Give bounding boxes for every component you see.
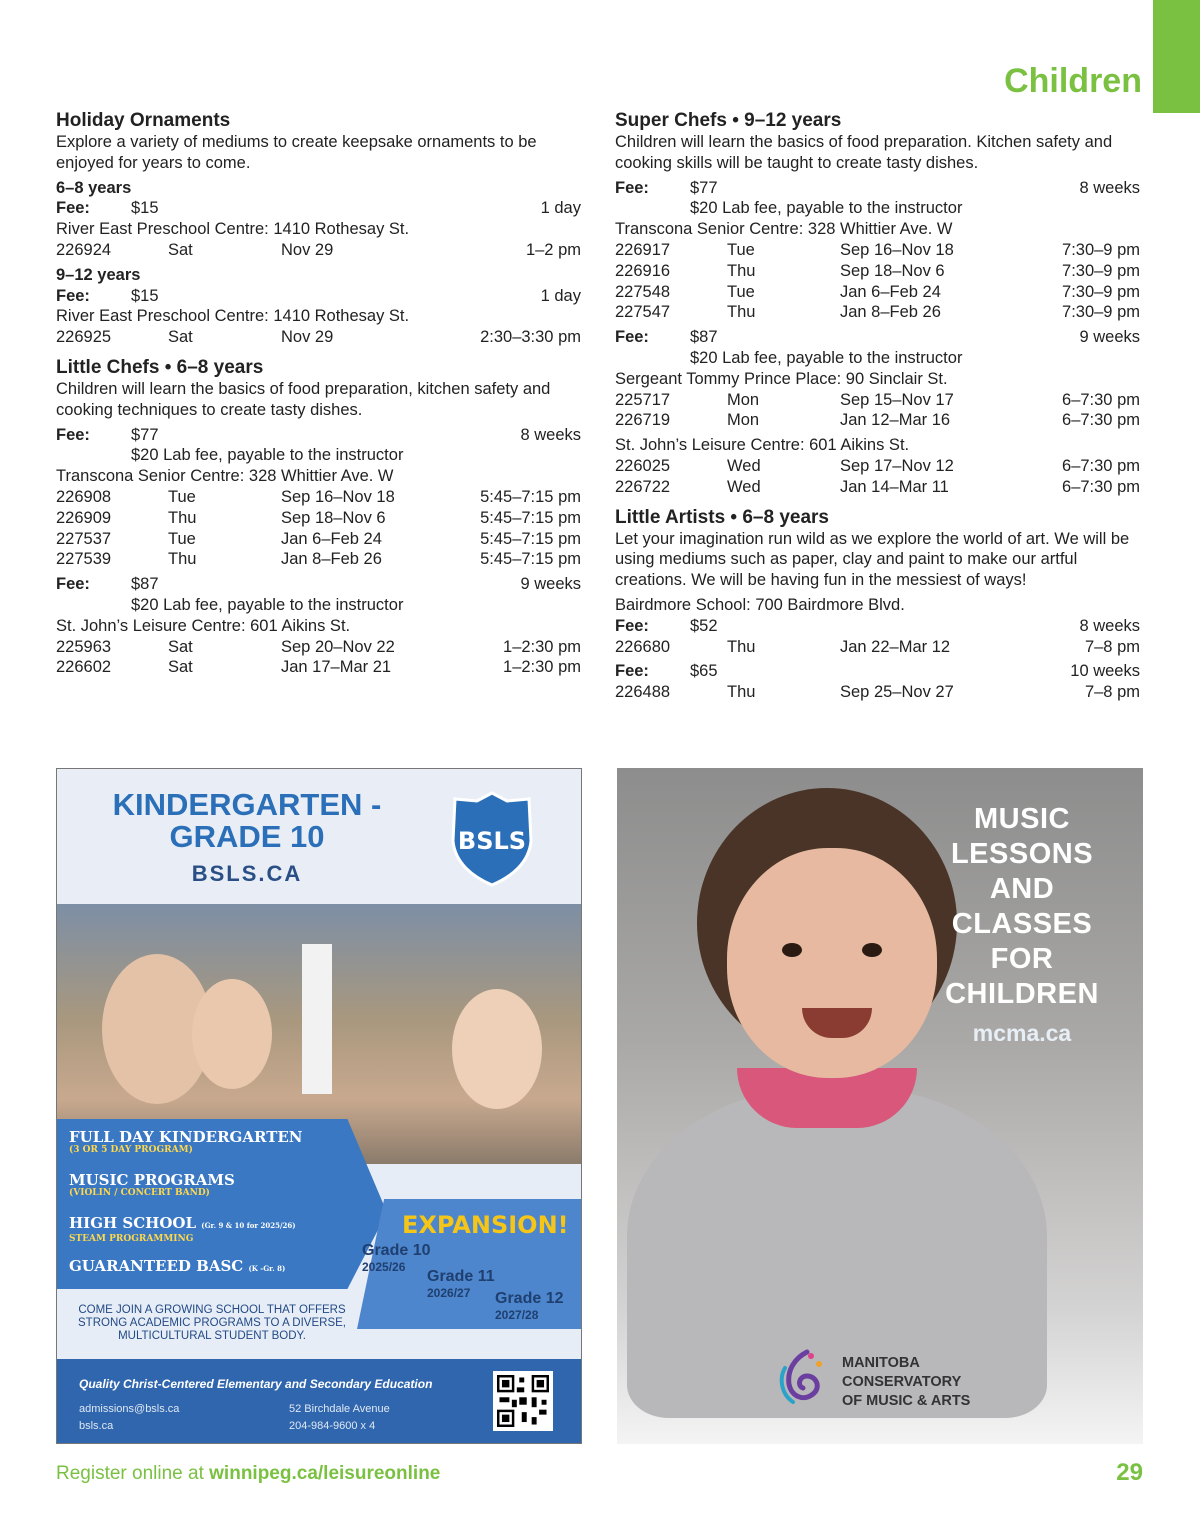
- session-day: Wed: [727, 456, 761, 475]
- course-code: 227537: [56, 529, 112, 548]
- program-item: [69, 1215, 296, 1245]
- session-time: 5:45–7:15 pm: [480, 487, 581, 506]
- session-row: [56, 240, 581, 261]
- course-code: 226719: [615, 411, 671, 430]
- session-day: Mon: [727, 390, 760, 409]
- duration: 9 weeks: [1079, 328, 1140, 347]
- session-dates: Jan 22–Mar 12: [840, 637, 951, 656]
- duration: 1 day: [540, 286, 581, 305]
- ad-email[interactable]: admissions@bsls.ca: [79, 1403, 180, 1415]
- page-number: 29: [1116, 1459, 1143, 1486]
- grade-name: Grade 11: [427, 1268, 495, 1285]
- session-day: Sat: [168, 637, 193, 656]
- program-title: Super Chefs • 9–12 years: [615, 110, 842, 131]
- program-super-chefs: [615, 110, 1140, 498]
- session-day: Mon: [727, 411, 760, 430]
- session-time: 7:30–9 pm: [1062, 303, 1140, 322]
- session-day: Tue: [727, 240, 755, 259]
- fee-row: [56, 425, 581, 446]
- bsls-logo-icon: [449, 791, 535, 887]
- session-time: 7:30–9 pm: [1062, 261, 1140, 280]
- mcma-advertisement[interactable]: [617, 768, 1143, 1444]
- mcma-org-line: MANITOBA: [842, 1355, 920, 1371]
- duration: 8 weeks: [520, 425, 581, 444]
- location: Transcona Senior Centre: 328 Whittier Ave. W: [56, 467, 394, 486]
- program-item-title: HIGH SCHOOL: [69, 1214, 197, 1232]
- register-footer: [56, 1463, 440, 1485]
- ad-quality-line: Quality Christ-Centered Elementary and Secondary Education: [79, 1377, 433, 1391]
- fee-label: Fee:: [615, 662, 649, 681]
- section-tab: [1153, 0, 1200, 113]
- lab-fee: $20 Lab fee, payable to the instructor: [690, 199, 963, 218]
- program-description: Children will learn the basics of food preparation, kitchen safety and cooking techniques to create tasty dishes.: [56, 379, 551, 419]
- location: Sergeant Tommy Prince Place: 90 Sinclair St.: [615, 369, 948, 388]
- ad-phone: 204-984-9600 x 4: [289, 1420, 376, 1432]
- session-time: 2:30–3:30 pm: [480, 328, 581, 347]
- program-title: Little Chefs • 6–8 years: [56, 356, 264, 378]
- mcma-logo-icon: [777, 1348, 827, 1408]
- session-dates: Sep 15–Nov 17: [840, 390, 954, 409]
- session-time: 6–7:30 pm: [1062, 456, 1140, 475]
- session-time: 7–8 pm: [1084, 637, 1140, 656]
- session-row: [615, 682, 1140, 703]
- course-code: 226916: [615, 261, 671, 280]
- duration: 8 weeks: [1079, 616, 1140, 635]
- ad-tagline: COME JOIN A GROWING SCHOOL THAT OFFERS STRONG ACADEMIC PROGRAMS TO A DIVERSE, MULTICULTURAL STUDENT BODY.: [78, 1304, 346, 1342]
- fee-row: [56, 286, 581, 307]
- fee-label: Fee:: [615, 178, 649, 197]
- fee-row: [615, 616, 1140, 637]
- program-item-sub: (3 OR 5 DAY PROGRAM): [69, 1145, 193, 1155]
- session-dates: Jan 12–Mar 16: [840, 411, 951, 430]
- session-time: 5:45–7:15 pm: [480, 529, 581, 548]
- session-day: Thu: [727, 261, 756, 280]
- session-day: Sat: [168, 328, 193, 347]
- grade-name: Grade 10: [362, 1242, 431, 1259]
- location: Bairdmore School: 700 Bairdmore Blvd.: [615, 595, 905, 614]
- session-row: [615, 477, 1140, 498]
- session-time: 7–8 pm: [1084, 683, 1140, 702]
- program-description: Explore a variety of mediums to create keepsake ornaments to be enjoyed for years to come.: [56, 133, 537, 172]
- session-row: [56, 657, 581, 678]
- course-code: 226917: [615, 240, 671, 259]
- fee-label: Fee:: [615, 616, 649, 635]
- session-row: [615, 261, 1140, 282]
- course-code: 227539: [56, 550, 112, 569]
- session-dates: Nov 29: [281, 240, 334, 259]
- mcma-headline-line: CLASSES: [951, 908, 1093, 940]
- session-day: Tue: [168, 529, 196, 548]
- session-row: [615, 390, 1140, 411]
- photo-shelf: [302, 944, 332, 1094]
- program-item-title: FULL DAY KINDERGARTEN: [69, 1128, 303, 1146]
- grade-expansion: [495, 1291, 563, 1323]
- course-code: 226602: [56, 658, 112, 677]
- session-day: Thu: [168, 508, 197, 527]
- session-dates: Jan 8–Feb 26: [840, 303, 941, 322]
- grade-name: Grade 12: [495, 1290, 564, 1307]
- session-row: [615, 240, 1140, 261]
- session-time: 1–2:30 pm: [503, 658, 581, 677]
- session-time: 6–7:30 pm: [1062, 477, 1140, 496]
- course-code: 226909: [56, 508, 112, 527]
- mcma-org-line: CONSERVATORY: [842, 1374, 962, 1390]
- left-column: [56, 110, 581, 687]
- photo-student: [192, 979, 272, 1089]
- session-day: Tue: [727, 282, 755, 301]
- footer-prefix: Register online at: [56, 1463, 210, 1484]
- register-link[interactable]: winnipeg.ca/leisureonline: [209, 1463, 441, 1484]
- lab-fee: $20 Lab fee, payable to the instructor: [131, 595, 404, 614]
- session-time: 1–2:30 pm: [503, 637, 581, 656]
- age-group: 6–8 years: [56, 178, 132, 197]
- fee-label: Fee:: [615, 328, 649, 347]
- fee-amount: $77: [131, 425, 159, 444]
- session-time: 1–2 pm: [525, 240, 581, 259]
- session-row: [615, 456, 1140, 477]
- ad-headline-line: GRADE 10: [169, 819, 325, 854]
- mcma-headline-line: CHILDREN: [945, 978, 1099, 1010]
- session-time: 6–7:30 pm: [1062, 411, 1140, 430]
- fee-label: Fee:: [56, 199, 90, 218]
- session-row: [56, 508, 581, 529]
- session-dates: Sep 16–Nov 18: [840, 240, 954, 259]
- location: River East Preschool Centre: 1410 Rothesay St.: [56, 220, 410, 239]
- session-row: [56, 637, 581, 658]
- ad-headline-line: KINDERGARTEN -: [112, 787, 382, 822]
- session-row: [56, 327, 581, 348]
- session-dates: Sep 20–Nov 22: [281, 637, 395, 656]
- program-item: [69, 1258, 285, 1277]
- program-item-title: MUSIC PROGRAMS: [69, 1171, 235, 1189]
- grade-year: 2025/26: [362, 1260, 406, 1274]
- section-title: Children: [1004, 62, 1142, 100]
- fee-amount: $77: [690, 178, 718, 197]
- photo-child-eye: [862, 943, 882, 957]
- fee-row: [56, 574, 581, 595]
- duration: 9 weeks: [520, 575, 581, 594]
- session-day: Thu: [168, 550, 197, 569]
- lab-fee: $20 Lab fee, payable to the instructor: [131, 446, 404, 465]
- session-day: Sat: [168, 240, 193, 259]
- ad-contact-online: [79, 1401, 179, 1435]
- session-dates: Jan 14–Mar 11: [840, 477, 949, 496]
- location: Transcona Senior Centre: 328 Whittier Ave. W: [615, 220, 953, 239]
- ad-site: BSLS.CA: [191, 861, 303, 886]
- program-title: Little Artists • 6–8 years: [615, 506, 829, 528]
- ad-footer: [57, 1359, 581, 1444]
- session-day: Sat: [168, 658, 193, 677]
- mcma-organization: [842, 1354, 970, 1411]
- session-day: Thu: [727, 637, 756, 656]
- session-day: Tue: [168, 487, 196, 506]
- program-item-note: (Gr. 9 & 10 for 2025/26): [201, 1221, 296, 1230]
- qr-code-graphic: [497, 1375, 549, 1427]
- program-little-chefs: [56, 357, 581, 678]
- bsls-advertisement[interactable]: [56, 768, 582, 1444]
- mcma-headline-line: LESSONS: [950, 838, 1094, 870]
- location: St. John’s Leisure Centre: 601 Aikins St.: [56, 616, 351, 635]
- program-holiday-ornaments: [56, 110, 581, 348]
- session-time: 7:30–9 pm: [1062, 240, 1140, 259]
- course-code: 227547: [615, 303, 671, 322]
- program-item-sub: (VIOLIN / CONCERT BAND): [69, 1188, 210, 1198]
- course-code: 226680: [615, 637, 671, 656]
- grade-expansion: [362, 1243, 430, 1275]
- course-code: 226025: [615, 456, 671, 475]
- fee-label: Fee:: [56, 575, 90, 594]
- session-time: 5:45–7:15 pm: [480, 508, 581, 527]
- session-dates: Jan 6–Feb 24: [281, 529, 382, 548]
- session-dates: Jan 8–Feb 26: [281, 550, 382, 569]
- course-code: 227548: [615, 282, 671, 301]
- session-row: [56, 487, 581, 508]
- fee-row: [615, 661, 1140, 682]
- program-little-artists: [615, 507, 1140, 703]
- duration: 8 weeks: [1079, 178, 1140, 197]
- session-dates: Jan 6–Feb 24: [840, 282, 941, 301]
- course-code: 225717: [615, 390, 671, 409]
- photo-child-sweater: [627, 1088, 1047, 1418]
- ad-address: 52 Birchdale Avenue: [289, 1403, 390, 1415]
- duration: 1 day: [540, 199, 581, 218]
- session-dates: Nov 29: [281, 328, 334, 347]
- session-dates: Sep 18–Nov 6: [281, 508, 386, 527]
- mcma-headline-line: AND: [989, 873, 1055, 905]
- photo-student: [452, 989, 542, 1109]
- ad-contact-address: [289, 1401, 390, 1435]
- program-item-title: GUARANTEED BASC: [69, 1257, 244, 1275]
- grade-expansion: [427, 1269, 495, 1301]
- session-day: Wed: [727, 477, 761, 496]
- grade-year: 2027/28: [495, 1308, 539, 1322]
- location: River East Preschool Centre: 1410 Rothesay St.: [56, 307, 410, 326]
- photo-child-face: [727, 848, 937, 1078]
- program-item-sub: STEAM PROGRAMMING: [69, 1234, 194, 1244]
- session-row: [615, 637, 1140, 658]
- session-dates: Sep 25–Nov 27: [840, 683, 954, 702]
- program-item: [69, 1172, 235, 1199]
- fee-amount: $87: [690, 328, 718, 347]
- fee-row: [615, 327, 1140, 348]
- session-dates: Jan 17–Mar 21: [281, 658, 392, 677]
- ad-headline: [97, 789, 397, 853]
- qr-code-icon[interactable]: [493, 1371, 553, 1431]
- session-dates: Sep 16–Nov 18: [281, 487, 395, 506]
- fee-label: Fee:: [56, 425, 90, 444]
- course-code: 226924: [56, 240, 112, 259]
- fee-row: [615, 178, 1140, 199]
- course-code: 226925: [56, 328, 112, 347]
- fee-amount: $65: [690, 662, 718, 681]
- session-dates: Sep 18–Nov 6: [840, 261, 945, 280]
- mcma-site[interactable]: mcma.ca: [972, 1020, 1072, 1046]
- fee-amount: $15: [131, 199, 159, 218]
- session-time: 6–7:30 pm: [1062, 390, 1140, 409]
- right-column: [615, 110, 1140, 712]
- session-dates: Sep 17–Nov 12: [840, 456, 954, 475]
- session-row: [56, 549, 581, 570]
- program-title: Holiday Ornaments: [56, 110, 231, 131]
- mcma-headline-line: FOR: [990, 943, 1054, 975]
- program-description: Let your imagination run wild as we explore the world of art. We will be using mediums such as paper, clay and paint to make our artful creations. We will be having fun in the messiest of ways!: [615, 529, 1130, 590]
- course-code: 225963: [56, 637, 112, 656]
- age-group: 9–12 years: [56, 265, 141, 284]
- fee-amount: $15: [131, 286, 159, 305]
- session-day: Thu: [727, 303, 756, 322]
- grade-year: 2026/27: [427, 1286, 471, 1300]
- session-row: [615, 302, 1140, 323]
- ad-website[interactable]: bsls.ca: [79, 1420, 114, 1432]
- fee-label: Fee:: [56, 286, 90, 305]
- program-item: [69, 1129, 303, 1156]
- course-code: 226488: [615, 683, 671, 702]
- lab-fee: $20 Lab fee, payable to the instructor: [690, 348, 963, 367]
- photo-child-eye: [782, 943, 802, 957]
- program-description: Children will learn the basics of food preparation. Kitchen safety and cooking skills will be taught to create tasty dishes.: [615, 133, 1113, 172]
- session-time: 5:45–7:15 pm: [480, 550, 581, 569]
- fee-amount: $52: [690, 616, 718, 635]
- session-row: [615, 282, 1140, 303]
- session-row: [615, 410, 1140, 431]
- mcma-headline-line: MUSIC: [974, 803, 1070, 835]
- session-day: Thu: [727, 683, 756, 702]
- duration: 10 weeks: [1070, 662, 1140, 681]
- course-code: 226722: [615, 477, 671, 496]
- program-item-note: (K -Gr. 8): [248, 1264, 286, 1273]
- fee-amount: $87: [131, 575, 159, 594]
- session-row: [56, 529, 581, 550]
- bsls-logo-text: BSLS: [457, 827, 527, 855]
- course-code: 226908: [56, 487, 112, 506]
- location: St. John’s Leisure Centre: 601 Aikins St.: [615, 436, 910, 455]
- session-time: 7:30–9 pm: [1062, 282, 1140, 301]
- mcma-headline: [927, 802, 1117, 1012]
- fee-row: [56, 198, 581, 219]
- mcma-org-line: OF MUSIC & ARTS: [842, 1393, 971, 1409]
- expansion-label: EXPANSION!: [402, 1211, 569, 1239]
